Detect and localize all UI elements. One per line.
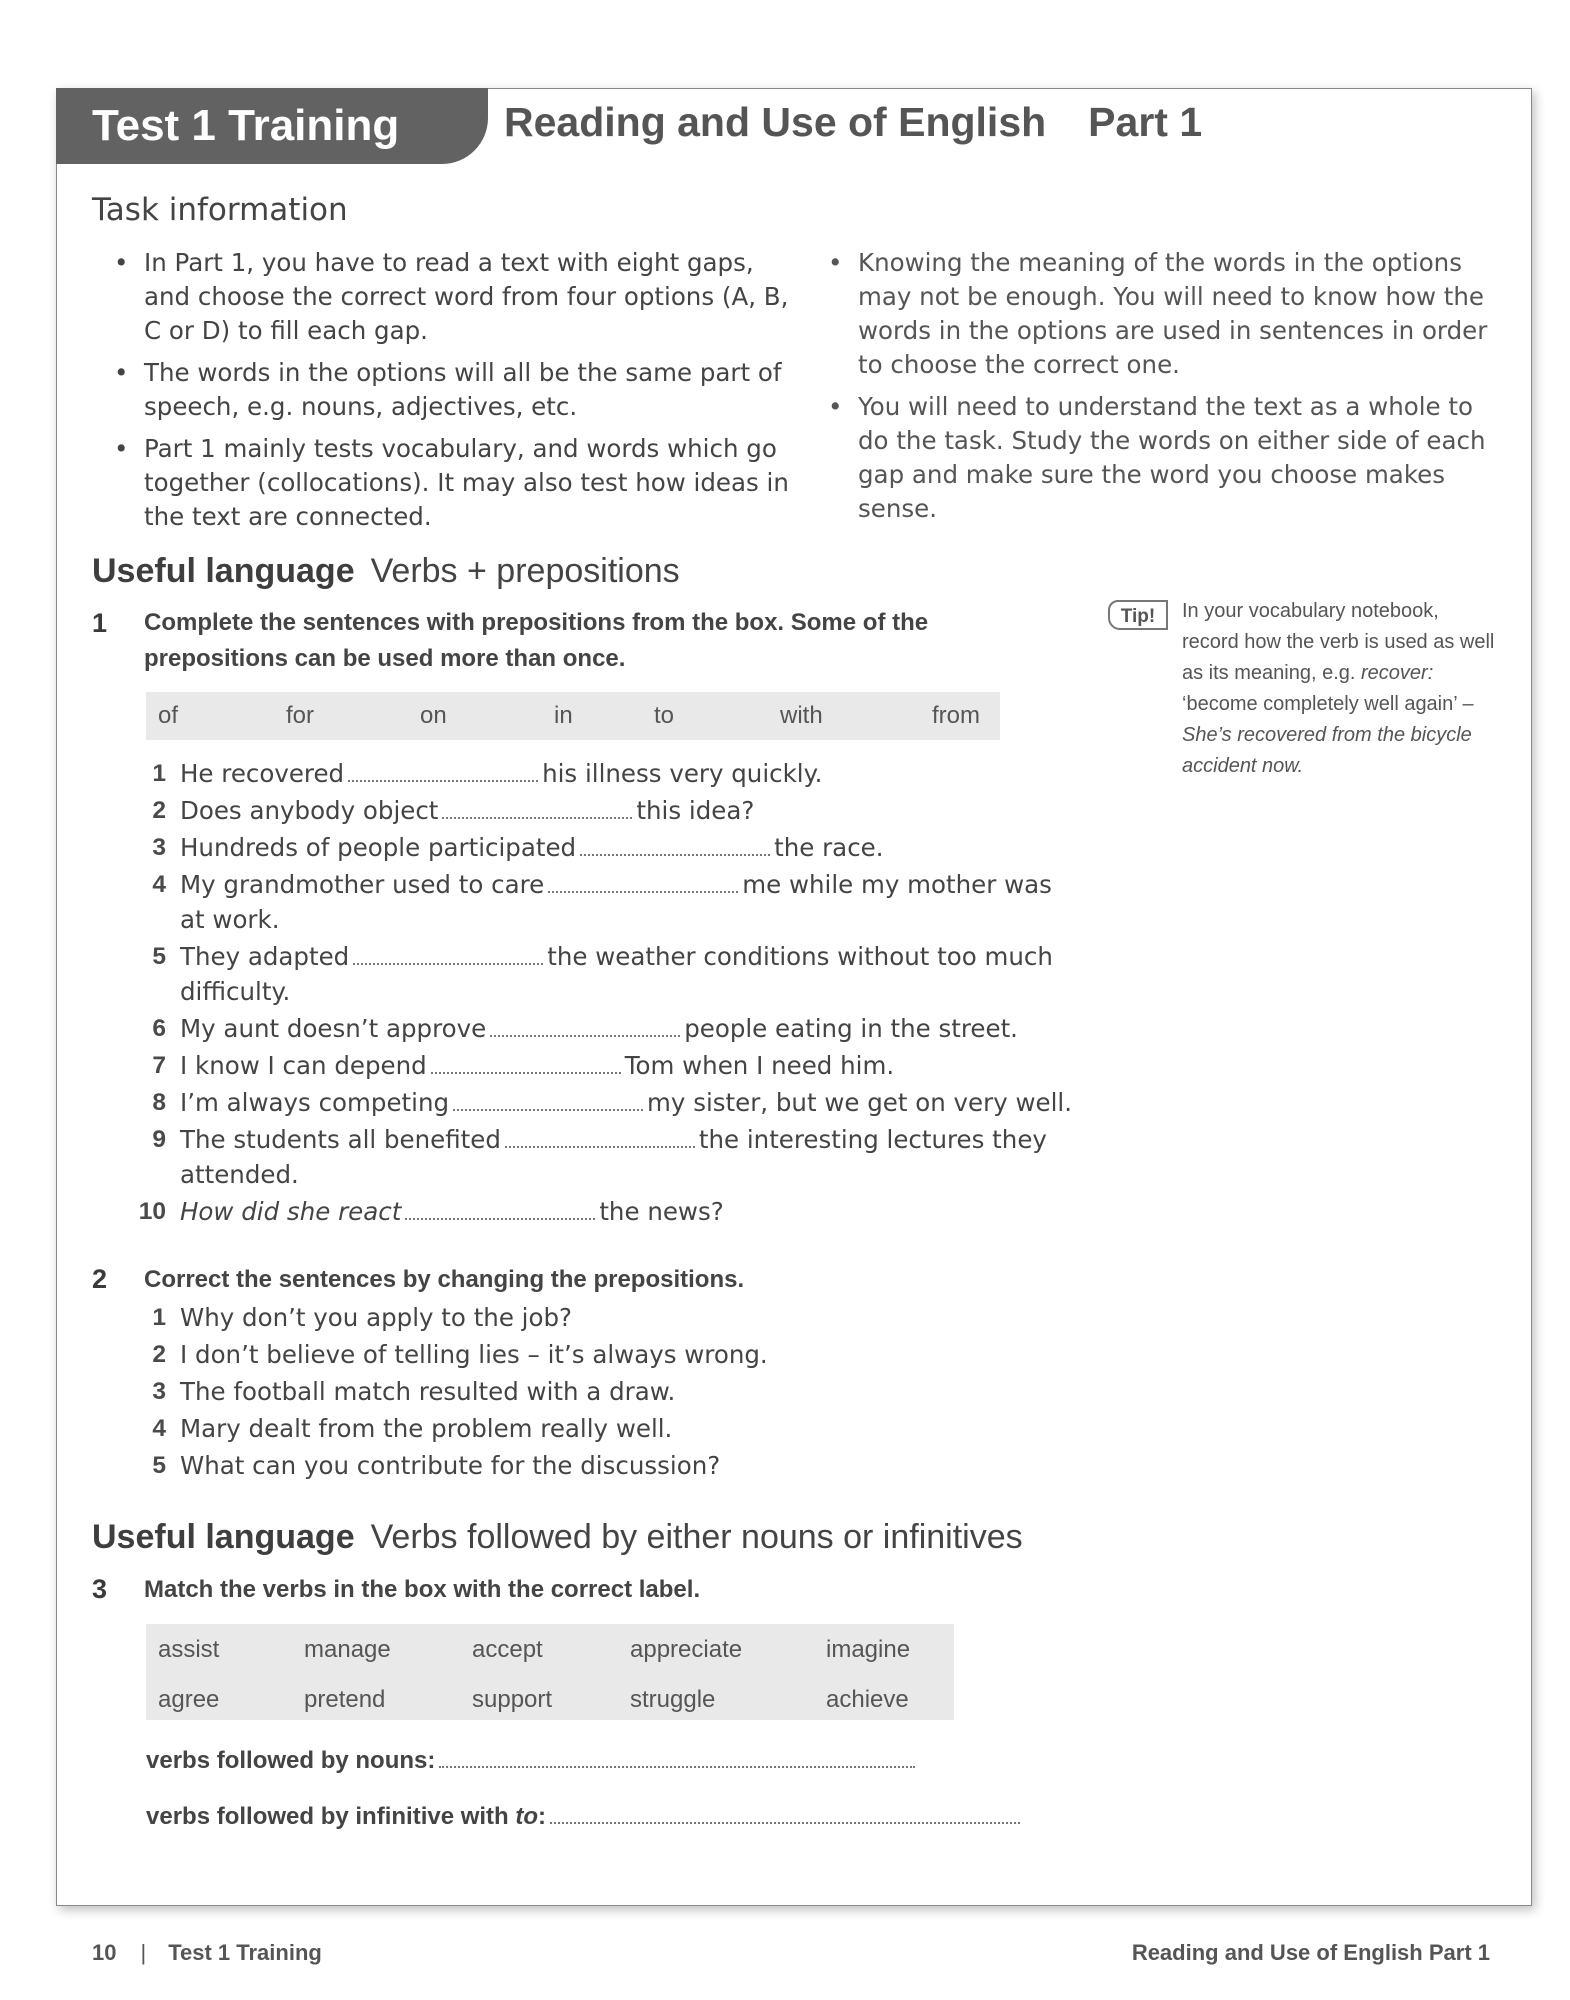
test-banner: Test 1 Training — [56, 88, 488, 164]
answer-blank[interactable] — [353, 939, 543, 965]
nouns-answer-line — [146, 1742, 919, 1775]
preposition-box — [146, 692, 1000, 740]
exercise-2-list — [142, 1300, 1042, 1485]
bullet-item: • You will need to understand the text as a whole to do the task. Study the words on either side of each gap and make sure the word you choose makes sense. — [806, 390, 1506, 526]
list-item: 4 My grandmother used to care me while my mother was at work. — [142, 867, 1072, 937]
infinitive-label: verbs followed by infinitive with — [146, 1803, 509, 1830]
preposition-word: of — [158, 702, 179, 729]
exercise-1-instruction: Complete the sentences with prepositions from the box. Some of the prepositions can be used more than once. — [144, 609, 929, 672]
useful-language-heading-2 — [92, 1518, 1023, 1557]
exercise-1-number: 1 — [92, 608, 108, 638]
verb-word: support — [472, 1686, 553, 1713]
list-item: 1 Why don’t you apply to the job? — [152, 1303, 573, 1332]
list-item: 5 What can you contribute for the discussion? — [152, 1451, 721, 1480]
verb-word: achieve — [826, 1686, 909, 1713]
verb-word: manage — [304, 1636, 391, 1663]
verb-word: imagine — [826, 1636, 911, 1663]
useful-language-bold: Useful language — [92, 1518, 355, 1556]
list-item: 5 They adapted the weather conditions without too much difficulty. — [142, 939, 1072, 1009]
exercise-3-instruction: Match the verbs in the box with the correct label. — [144, 1576, 701, 1603]
exercise-2-instruction: Correct the sentences by changing the prepositions. — [144, 1266, 745, 1293]
verb-word: appreciate — [630, 1636, 743, 1663]
bullet-item: • In Part 1, you have to read a text with eight gaps, and choose the correct word from four options (A, B, C or D) to fill each gap. — [92, 246, 792, 348]
task-info-right-list — [806, 246, 1506, 534]
list-item: 9 The students all benefited the interesting lectures they attended. — [142, 1122, 1072, 1192]
exercise-1-list — [138, 756, 1073, 1231]
bullet-item: • Part 1 mainly tests vocabulary, and words which go together (collocations). It may also test how ideas in the text are connected. — [92, 432, 792, 534]
list-item: 7 I know I can depend Tom when I need him. — [142, 1048, 1072, 1083]
preposition-word: for — [286, 702, 315, 729]
infinitive-to: to — [515, 1803, 539, 1830]
useful-language-heading-1 — [92, 552, 680, 591]
infinitive-answer-line: verbs followed by infinitive with to: — [146, 1798, 1024, 1831]
preposition-word: from — [932, 702, 980, 729]
preposition-word: with — [780, 702, 823, 729]
list-item: 10 How did she react the news? — [142, 1194, 1072, 1229]
section-title — [504, 92, 1202, 152]
verb-word: assist — [158, 1636, 220, 1663]
bullet-item: • Knowing the meaning of the words in the options may not be enough. You will need to know how the words in the options are used in sentences in order to choose the correct one. — [806, 246, 1506, 382]
list-item: 3 The football match resulted with a draw. — [152, 1377, 676, 1406]
footer-left — [92, 1940, 322, 1966]
footer-separator: | — [140, 1940, 147, 1965]
list-item: 3 Hundreds of people participated the race. — [142, 830, 1072, 865]
tip-text: In your vocabulary notebook, record how the verb is used as well as its meaning, e.g. recover: ‘become completely well again’ – She’s recovered from the bicycle accident now. — [1182, 600, 1495, 777]
list-item: 2 I don’t believe of telling lies – it’s always wrong. — [152, 1340, 768, 1369]
task-info-heading: Task information — [92, 192, 348, 228]
verb-word: accept — [472, 1636, 543, 1663]
page-number: 10 — [92, 1940, 117, 1965]
list-item: 1 He recovered his illness very quickly. — [142, 756, 1072, 791]
list-item: 2 Does anybody object this idea? — [142, 793, 1072, 828]
section-name: Reading and Use of English — [504, 99, 1047, 145]
verb-word: agree — [158, 1686, 220, 1713]
list-item: 4 Mary dealt from the problem really well. — [152, 1414, 673, 1443]
task-info-left-list — [92, 246, 792, 542]
answer-blank[interactable] — [405, 1194, 595, 1220]
list-item: 6 My aunt doesn’t approve people eating in the street. — [142, 1011, 1072, 1046]
verb-box — [146, 1624, 954, 1720]
preposition-word: to — [654, 702, 675, 729]
answer-blank[interactable] — [453, 1085, 643, 1111]
answer-blank[interactable] — [439, 1742, 915, 1768]
bullet-item: • The words in the options will all be the same part of speech, e.g. nouns, adjectives, etc. — [92, 356, 792, 424]
answer-blank[interactable] — [580, 830, 770, 856]
useful-language-topic: Verbs + prepositions — [370, 552, 680, 590]
answer-blank[interactable] — [431, 1048, 621, 1074]
footer-left-label: Test 1 Training — [168, 1940, 322, 1965]
preposition-word: on — [420, 702, 447, 729]
answer-blank[interactable] — [505, 1122, 695, 1148]
answer-blank[interactable] — [548, 867, 738, 893]
useful-language-topic: Verbs followed by either nouns or infinitives — [370, 1518, 1023, 1556]
answer-blank[interactable] — [490, 1011, 680, 1037]
tip-badge: Tip! — [1108, 600, 1168, 630]
footer-right-label: Reading and Use of English Part 1 — [1131, 1940, 1490, 1965]
part-label: Part 1 — [1088, 99, 1203, 145]
answer-blank[interactable] — [442, 793, 632, 819]
nouns-label: verbs followed by nouns: — [146, 1747, 436, 1774]
list-item: 8 I’m always competing my sister, but we get on very well. — [142, 1085, 1072, 1120]
verb-word: struggle — [630, 1686, 716, 1713]
exercise-2-number: 2 — [92, 1264, 108, 1294]
answer-blank[interactable] — [348, 756, 538, 782]
verb-word: pretend — [304, 1686, 386, 1713]
answer-blank[interactable] — [550, 1798, 1020, 1824]
exercise-3-number: 3 — [92, 1574, 108, 1604]
useful-language-bold: Useful language — [92, 552, 355, 590]
preposition-word: in — [554, 702, 573, 729]
tip-box — [1108, 596, 1498, 782]
